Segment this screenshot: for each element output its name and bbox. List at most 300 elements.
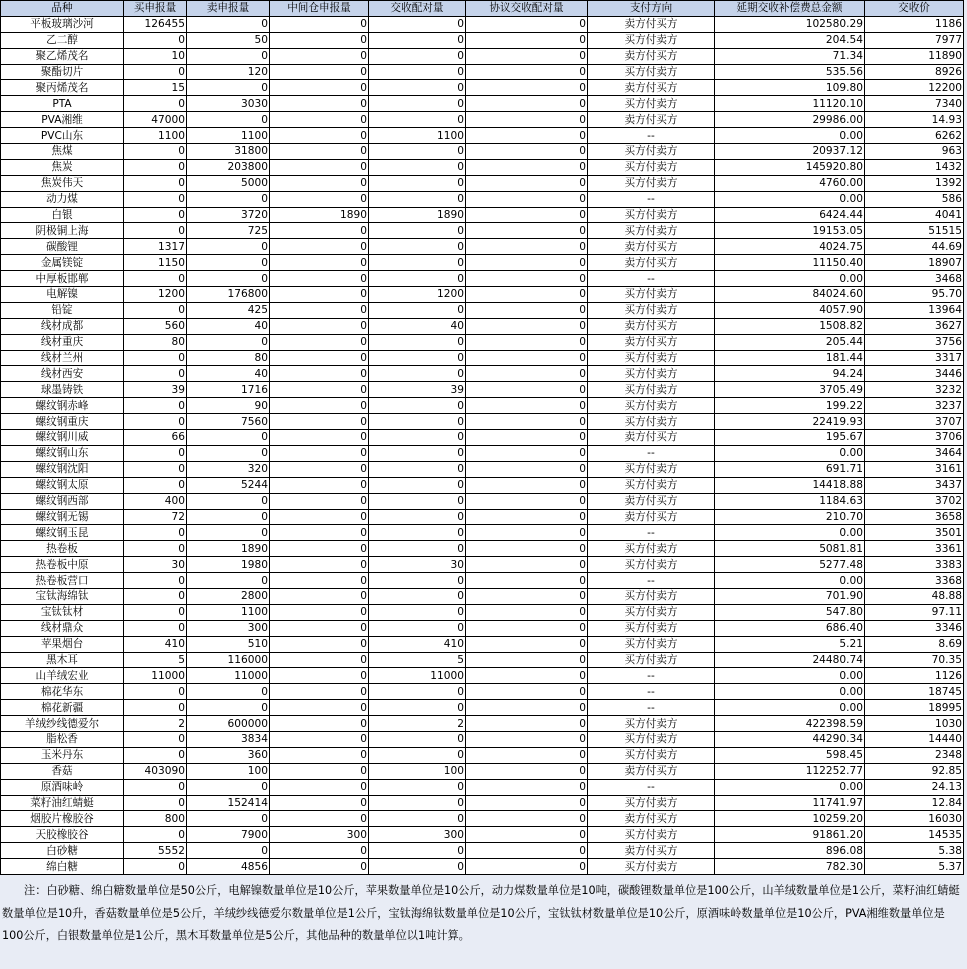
variety-cell: PVC山东: [1, 128, 124, 144]
table-row: [1, 461, 964, 477]
settlement-price-cell: 3446: [865, 366, 964, 382]
matched-qty-cell: 0: [369, 588, 466, 604]
table-row: [1, 795, 964, 811]
matched-qty-cell: 40: [369, 318, 466, 334]
variety-cell: 碳酸锂: [1, 239, 124, 255]
table-row: [1, 588, 964, 604]
buy-qty-cell: 66: [124, 430, 187, 446]
variety-cell: 线材鼎众: [1, 620, 124, 636]
intermediate-qty-cell: 0: [270, 557, 369, 573]
payment-direction-cell: 买方付卖方: [588, 827, 715, 843]
sell-qty-cell: 0: [187, 445, 270, 461]
deferred-compensation-cell: 0.00: [715, 700, 865, 716]
intermediate-qty-cell: 0: [270, 48, 369, 64]
intermediate-qty-cell: 0: [270, 811, 369, 827]
deferred-compensation-cell: 0.00: [715, 191, 865, 207]
agreement-matched-qty-cell: 0: [466, 144, 588, 160]
header-row: [1, 1, 964, 17]
variety-cell: 螺纹钢玉昆: [1, 525, 124, 541]
sell-qty-cell: 0: [187, 811, 270, 827]
settlement-price-cell: 3464: [865, 445, 964, 461]
table-row: [1, 144, 964, 160]
variety-cell: 中厚板邯郸: [1, 271, 124, 287]
variety-cell: 螺纹钢重庆: [1, 414, 124, 430]
settlement-price-cell: 2348: [865, 747, 964, 763]
agreement-matched-qty-cell: 0: [466, 302, 588, 318]
buy-qty-cell: 10: [124, 48, 187, 64]
agreement-matched-qty-cell: 0: [466, 16, 588, 32]
sell-qty-cell: 600000: [187, 716, 270, 732]
deferred-compensation-cell: 205.44: [715, 334, 865, 350]
table-row: [1, 573, 964, 589]
payment-direction-cell: --: [588, 700, 715, 716]
agreement-matched-qty-cell: 0: [466, 191, 588, 207]
table-row: [1, 271, 964, 287]
sell-qty-cell: 203800: [187, 159, 270, 175]
matched-qty-cell: 0: [369, 859, 466, 875]
settlement-price-cell: 7340: [865, 96, 964, 112]
settlement-price-cell: 1186: [865, 16, 964, 32]
intermediate-qty-cell: 0: [270, 287, 369, 303]
buy-qty-cell: 0: [124, 779, 187, 795]
buy-qty-cell: 0: [124, 302, 187, 318]
intermediate-qty-cell: 0: [270, 859, 369, 875]
deferred-compensation-cell: 0.00: [715, 779, 865, 795]
agreement-matched-qty-cell: 0: [466, 716, 588, 732]
payment-direction-cell: --: [588, 525, 715, 541]
payment-direction-cell: 买方付卖方: [588, 302, 715, 318]
matched-qty-cell: 100: [369, 763, 466, 779]
settlement-price-cell: 3501: [865, 525, 964, 541]
col-sell-qty-header: 卖申报量: [187, 1, 270, 17]
payment-direction-cell: 买方付卖方: [588, 636, 715, 652]
buy-qty-cell: 72: [124, 509, 187, 525]
sell-qty-cell: 120: [187, 64, 270, 80]
variety-cell: 菜籽油红蜻蜓: [1, 795, 124, 811]
matched-qty-cell: 0: [369, 525, 466, 541]
variety-cell: 螺纹钢西部: [1, 493, 124, 509]
buy-qty-cell: 0: [124, 414, 187, 430]
matched-qty-cell: 0: [369, 64, 466, 80]
intermediate-qty-cell: 0: [270, 334, 369, 350]
payment-direction-cell: 买方付卖方: [588, 477, 715, 493]
agreement-matched-qty-cell: 0: [466, 811, 588, 827]
agreement-matched-qty-cell: 0: [466, 271, 588, 287]
deferred-compensation-cell: 204.54: [715, 32, 865, 48]
agreement-matched-qty-cell: 0: [466, 350, 588, 366]
deferred-compensation-cell: 22419.93: [715, 414, 865, 430]
settlement-price-cell: 11890: [865, 48, 964, 64]
buy-qty-cell: 0: [124, 223, 187, 239]
settlement-price-cell: 4041: [865, 207, 964, 223]
table-row: [1, 636, 964, 652]
matched-qty-cell: 0: [369, 398, 466, 414]
payment-direction-cell: 买方付卖方: [588, 350, 715, 366]
agreement-matched-qty-cell: 0: [466, 763, 588, 779]
settlement-price-cell: 3368: [865, 573, 964, 589]
buy-qty-cell: 2: [124, 716, 187, 732]
table-row: [1, 557, 964, 573]
settlement-price-cell: 6262: [865, 128, 964, 144]
sell-qty-cell: 0: [187, 525, 270, 541]
settlement-price-cell: 3468: [865, 271, 964, 287]
variety-cell: 宝钛海绵钛: [1, 588, 124, 604]
variety-cell: 螺纹钢山东: [1, 445, 124, 461]
settlement-price-cell: 1432: [865, 159, 964, 175]
buy-qty-cell: 47000: [124, 112, 187, 128]
agreement-matched-qty-cell: 0: [466, 779, 588, 795]
table-row: [1, 700, 964, 716]
buy-qty-cell: 0: [124, 795, 187, 811]
payment-direction-cell: 买方付卖方: [588, 414, 715, 430]
settlement-price-cell: 3756: [865, 334, 964, 350]
payment-direction-cell: 买方付卖方: [588, 620, 715, 636]
settlement-price-cell: 3707: [865, 414, 964, 430]
table-row: [1, 668, 964, 684]
variety-cell: 螺纹钢赤峰: [1, 398, 124, 414]
payment-direction-cell: 买方付卖方: [588, 859, 715, 875]
payment-direction-cell: 卖方付买方: [588, 334, 715, 350]
buy-qty-cell: 0: [124, 32, 187, 48]
table-row: [1, 620, 964, 636]
variety-cell: 焦煤: [1, 144, 124, 160]
buy-qty-cell: 126455: [124, 16, 187, 32]
settlement-price-cell: 44.69: [865, 239, 964, 255]
intermediate-qty-cell: 0: [270, 573, 369, 589]
intermediate-qty-cell: 0: [270, 445, 369, 461]
payment-direction-cell: 买方付卖方: [588, 716, 715, 732]
intermediate-qty-cell: 0: [270, 96, 369, 112]
intermediate-qty-cell: 300: [270, 827, 369, 843]
payment-direction-cell: --: [588, 191, 715, 207]
col-deferred-compensation-header: 延期交收补偿费总金额: [715, 1, 865, 17]
col-buy-qty-header: 买申报量: [124, 1, 187, 17]
sell-qty-cell: 40: [187, 366, 270, 382]
deferred-compensation-cell: 145920.80: [715, 159, 865, 175]
payment-direction-cell: 卖方付买方: [588, 843, 715, 859]
variety-cell: 螺纹钢太原: [1, 477, 124, 493]
agreement-matched-qty-cell: 0: [466, 414, 588, 430]
matched-qty-cell: 0: [369, 223, 466, 239]
settlement-price-cell: 14535: [865, 827, 964, 843]
payment-direction-cell: 卖方付买方: [588, 493, 715, 509]
settlement-price-cell: 12.84: [865, 795, 964, 811]
variety-cell: 平板玻璃沙河: [1, 16, 124, 32]
matched-qty-cell: 1100: [369, 128, 466, 144]
sell-qty-cell: 90: [187, 398, 270, 414]
matched-qty-cell: 2: [369, 716, 466, 732]
sell-qty-cell: 425: [187, 302, 270, 318]
sell-qty-cell: 0: [187, 493, 270, 509]
sell-qty-cell: 3030: [187, 96, 270, 112]
agreement-matched-qty-cell: 0: [466, 509, 588, 525]
agreement-matched-qty-cell: 0: [466, 620, 588, 636]
sell-qty-cell: 300: [187, 620, 270, 636]
payment-direction-cell: --: [588, 445, 715, 461]
intermediate-qty-cell: 0: [270, 144, 369, 160]
sell-qty-cell: 7900: [187, 827, 270, 843]
buy-qty-cell: 560: [124, 318, 187, 334]
matched-qty-cell: 410: [369, 636, 466, 652]
variety-cell: 聚乙烯茂名: [1, 48, 124, 64]
intermediate-qty-cell: 0: [270, 525, 369, 541]
matched-qty-cell: 0: [369, 541, 466, 557]
settlement-price-cell: 963: [865, 144, 964, 160]
payment-direction-cell: 买方付卖方: [588, 366, 715, 382]
matched-qty-cell: 0: [369, 255, 466, 271]
matched-qty-cell: 0: [369, 159, 466, 175]
deferred-compensation-cell: 535.56: [715, 64, 865, 80]
variety-cell: 热卷板中原: [1, 557, 124, 573]
sell-qty-cell: 2800: [187, 588, 270, 604]
deferred-compensation-cell: 701.90: [715, 588, 865, 604]
variety-cell: 烟胶片橡胶谷: [1, 811, 124, 827]
payment-direction-cell: 买方付卖方: [588, 588, 715, 604]
matched-qty-cell: 0: [369, 731, 466, 747]
variety-cell: PTA: [1, 96, 124, 112]
payment-direction-cell: 买方付卖方: [588, 96, 715, 112]
sell-qty-cell: 1100: [187, 604, 270, 620]
agreement-matched-qty-cell: 0: [466, 445, 588, 461]
intermediate-qty-cell: 0: [270, 128, 369, 144]
intermediate-qty-cell: 0: [270, 747, 369, 763]
table-row: [1, 112, 964, 128]
agreement-matched-qty-cell: 0: [466, 795, 588, 811]
intermediate-qty-cell: 0: [270, 668, 369, 684]
sell-qty-cell: 40: [187, 318, 270, 334]
matched-qty-cell: 300: [369, 827, 466, 843]
buy-qty-cell: 0: [124, 175, 187, 191]
table-row: [1, 334, 964, 350]
table-row: [1, 763, 964, 779]
payment-direction-cell: 卖方付买方: [588, 48, 715, 64]
settlement-price-cell: 1126: [865, 668, 964, 684]
variety-cell: 金属镁锭: [1, 255, 124, 271]
table-row: [1, 604, 964, 620]
agreement-matched-qty-cell: 0: [466, 700, 588, 716]
intermediate-qty-cell: 0: [270, 700, 369, 716]
buy-qty-cell: 1200: [124, 287, 187, 303]
agreement-matched-qty-cell: 0: [466, 859, 588, 875]
buy-qty-cell: 0: [124, 96, 187, 112]
matched-qty-cell: 0: [369, 684, 466, 700]
variety-cell: 苹果烟台: [1, 636, 124, 652]
table-row: [1, 731, 964, 747]
table-row: [1, 318, 964, 334]
agreement-matched-qty-cell: 0: [466, 128, 588, 144]
matched-qty-cell: 30: [369, 557, 466, 573]
matched-qty-cell: 0: [369, 191, 466, 207]
sell-qty-cell: 176800: [187, 287, 270, 303]
intermediate-qty-cell: 0: [270, 731, 369, 747]
deferred-compensation-cell: 4024.75: [715, 239, 865, 255]
agreement-matched-qty-cell: 0: [466, 48, 588, 64]
col-matched-qty-header: 交收配对量: [369, 1, 466, 17]
deferred-compensation-cell: 11120.10: [715, 96, 865, 112]
matched-qty-cell: 0: [369, 96, 466, 112]
table-row: [1, 509, 964, 525]
intermediate-qty-cell: 0: [270, 716, 369, 732]
variety-cell: 白砂糖: [1, 843, 124, 859]
table-row: [1, 64, 964, 80]
variety-cell: 螺纹钢无锡: [1, 509, 124, 525]
sell-qty-cell: 5244: [187, 477, 270, 493]
deferred-compensation-cell: 0.00: [715, 573, 865, 589]
payment-direction-cell: 买方付卖方: [588, 64, 715, 80]
sell-qty-cell: 0: [187, 48, 270, 64]
variety-cell: 电解镍: [1, 287, 124, 303]
payment-direction-cell: 买方付卖方: [588, 795, 715, 811]
intermediate-qty-cell: 0: [270, 16, 369, 32]
sell-qty-cell: 0: [187, 430, 270, 446]
payment-direction-cell: --: [588, 668, 715, 684]
buy-qty-cell: 410: [124, 636, 187, 652]
intermediate-qty-cell: 0: [270, 779, 369, 795]
agreement-matched-qty-cell: 0: [466, 684, 588, 700]
settlement-price-cell: 3383: [865, 557, 964, 573]
matched-qty-cell: 0: [369, 175, 466, 191]
deferred-compensation-cell: 422398.59: [715, 716, 865, 732]
matched-qty-cell: 39: [369, 382, 466, 398]
buy-qty-cell: 15: [124, 80, 187, 96]
deferred-compensation-cell: 10259.20: [715, 811, 865, 827]
deferred-compensation-cell: 11741.97: [715, 795, 865, 811]
agreement-matched-qty-cell: 0: [466, 493, 588, 509]
footnote: 注：白砂糖、绵白糖数量单位是50公斤，电解镍数量单位是10公斤，苹果数量单位是10公斤，动力煤数量单位是10吨，碳酸锂数量单位是100公斤，山羊绒数量单位是1公斤，菜籽油红蜻蜓数量单位是10升，香菇数量单位是5公斤，羊绒纱线德爱尔数量单位是1公斤，宝钛海绵钛数量单位是10公斤，宝钛钛材数量单位是10公斤，原酒味岭数量单位是10公斤，PVA湘维数量单位是100公斤，白银数量单位是1公斤，黑木耳数量单位是5公斤，其他品种的数量单位以1吨计算。: [0, 880, 963, 969]
buy-qty-cell: 1150: [124, 255, 187, 271]
variety-cell: 黑木耳: [1, 652, 124, 668]
payment-direction-cell: --: [588, 684, 715, 700]
agreement-matched-qty-cell: 0: [466, 588, 588, 604]
intermediate-qty-cell: 0: [270, 843, 369, 859]
table-row: [1, 239, 964, 255]
matched-qty-cell: 5: [369, 652, 466, 668]
buy-qty-cell: 403090: [124, 763, 187, 779]
deferred-compensation-cell: 91861.20: [715, 827, 865, 843]
matched-qty-cell: 0: [369, 334, 466, 350]
sell-qty-cell: 0: [187, 271, 270, 287]
intermediate-qty-cell: 0: [270, 318, 369, 334]
matched-qty-cell: 0: [369, 700, 466, 716]
buy-qty-cell: 800: [124, 811, 187, 827]
buy-qty-cell: 80: [124, 334, 187, 350]
table-row: [1, 80, 964, 96]
matched-qty-cell: 0: [369, 509, 466, 525]
sell-qty-cell: 3720: [187, 207, 270, 223]
sell-qty-cell: 0: [187, 239, 270, 255]
variety-cell: 焦炭: [1, 159, 124, 175]
matched-qty-cell: 0: [369, 477, 466, 493]
settlement-price-cell: 3627: [865, 318, 964, 334]
intermediate-qty-cell: 0: [270, 509, 369, 525]
deferred-compensation-cell: 109.80: [715, 80, 865, 96]
settlement-price-cell: 95.70: [865, 287, 964, 303]
table-row: [1, 398, 964, 414]
matched-qty-cell: 0: [369, 461, 466, 477]
settlement-price-cell: 3317: [865, 350, 964, 366]
payment-direction-cell: --: [588, 779, 715, 795]
sell-qty-cell: 0: [187, 509, 270, 525]
variety-cell: 螺纹钢沈阳: [1, 461, 124, 477]
buy-qty-cell: 0: [124, 859, 187, 875]
variety-cell: 棉花华东: [1, 684, 124, 700]
settlement-price-cell: 14440: [865, 731, 964, 747]
table-row: [1, 255, 964, 271]
table-row: [1, 859, 964, 875]
deferred-compensation-cell: 0.00: [715, 668, 865, 684]
deferred-compensation-cell: 71.34: [715, 48, 865, 64]
deferred-compensation-cell: 5277.48: [715, 557, 865, 573]
deferred-compensation-cell: 6424.44: [715, 207, 865, 223]
deferred-compensation-cell: 0.00: [715, 445, 865, 461]
intermediate-qty-cell: 0: [270, 588, 369, 604]
buy-qty-cell: 0: [124, 398, 187, 414]
intermediate-qty-cell: 0: [270, 604, 369, 620]
buy-qty-cell: 0: [124, 366, 187, 382]
matched-qty-cell: 0: [369, 144, 466, 160]
payment-direction-cell: 买方付卖方: [588, 541, 715, 557]
buy-qty-cell: 0: [124, 747, 187, 763]
buy-qty-cell: 30: [124, 557, 187, 573]
matched-qty-cell: 0: [369, 620, 466, 636]
table-row: [1, 843, 964, 859]
agreement-matched-qty-cell: 0: [466, 827, 588, 843]
settlement-price-cell: 7977: [865, 32, 964, 48]
agreement-matched-qty-cell: 0: [466, 64, 588, 80]
buy-qty-cell: 0: [124, 620, 187, 636]
intermediate-qty-cell: 0: [270, 652, 369, 668]
buy-qty-cell: 0: [124, 731, 187, 747]
matched-qty-cell: 0: [369, 747, 466, 763]
deferred-compensation-cell: 0.00: [715, 525, 865, 541]
buy-qty-cell: 0: [124, 271, 187, 287]
payment-direction-cell: 卖方付买方: [588, 430, 715, 446]
deferred-compensation-cell: 4760.00: [715, 175, 865, 191]
payment-direction-cell: 卖方付买方: [588, 763, 715, 779]
settlement-price-cell: 51515: [865, 223, 964, 239]
sell-qty-cell: 100: [187, 763, 270, 779]
payment-direction-cell: 买方付卖方: [588, 461, 715, 477]
col-payment-direction-header: 支付方向: [588, 1, 715, 17]
deferred-compensation-cell: 24480.74: [715, 652, 865, 668]
intermediate-qty-cell: 0: [270, 80, 369, 96]
sell-qty-cell: 0: [187, 16, 270, 32]
intermediate-qty-cell: 0: [270, 223, 369, 239]
deferred-compensation-cell: 686.40: [715, 620, 865, 636]
intermediate-qty-cell: 0: [270, 32, 369, 48]
variety-cell: 宝钛钛材: [1, 604, 124, 620]
sell-qty-cell: 1980: [187, 557, 270, 573]
settlement-price-cell: 586: [865, 191, 964, 207]
settlement-price-cell: 3361: [865, 541, 964, 557]
deferred-compensation-cell: 94.24: [715, 366, 865, 382]
variety-cell: 球墨铸铁: [1, 382, 124, 398]
variety-cell: 线材重庆: [1, 334, 124, 350]
settlement-price-cell: 3437: [865, 477, 964, 493]
deferred-compensation-cell: 691.71: [715, 461, 865, 477]
matched-qty-cell: 0: [369, 302, 466, 318]
table-row: [1, 175, 964, 191]
matched-qty-cell: 0: [369, 811, 466, 827]
settlement-price-cell: 97.11: [865, 604, 964, 620]
agreement-matched-qty-cell: 0: [466, 159, 588, 175]
settlement-price-cell: 5.38: [865, 843, 964, 859]
buy-qty-cell: 1317: [124, 239, 187, 255]
agreement-matched-qty-cell: 0: [466, 477, 588, 493]
sell-qty-cell: 1716: [187, 382, 270, 398]
payment-direction-cell: 买方付卖方: [588, 223, 715, 239]
table-row: [1, 541, 964, 557]
